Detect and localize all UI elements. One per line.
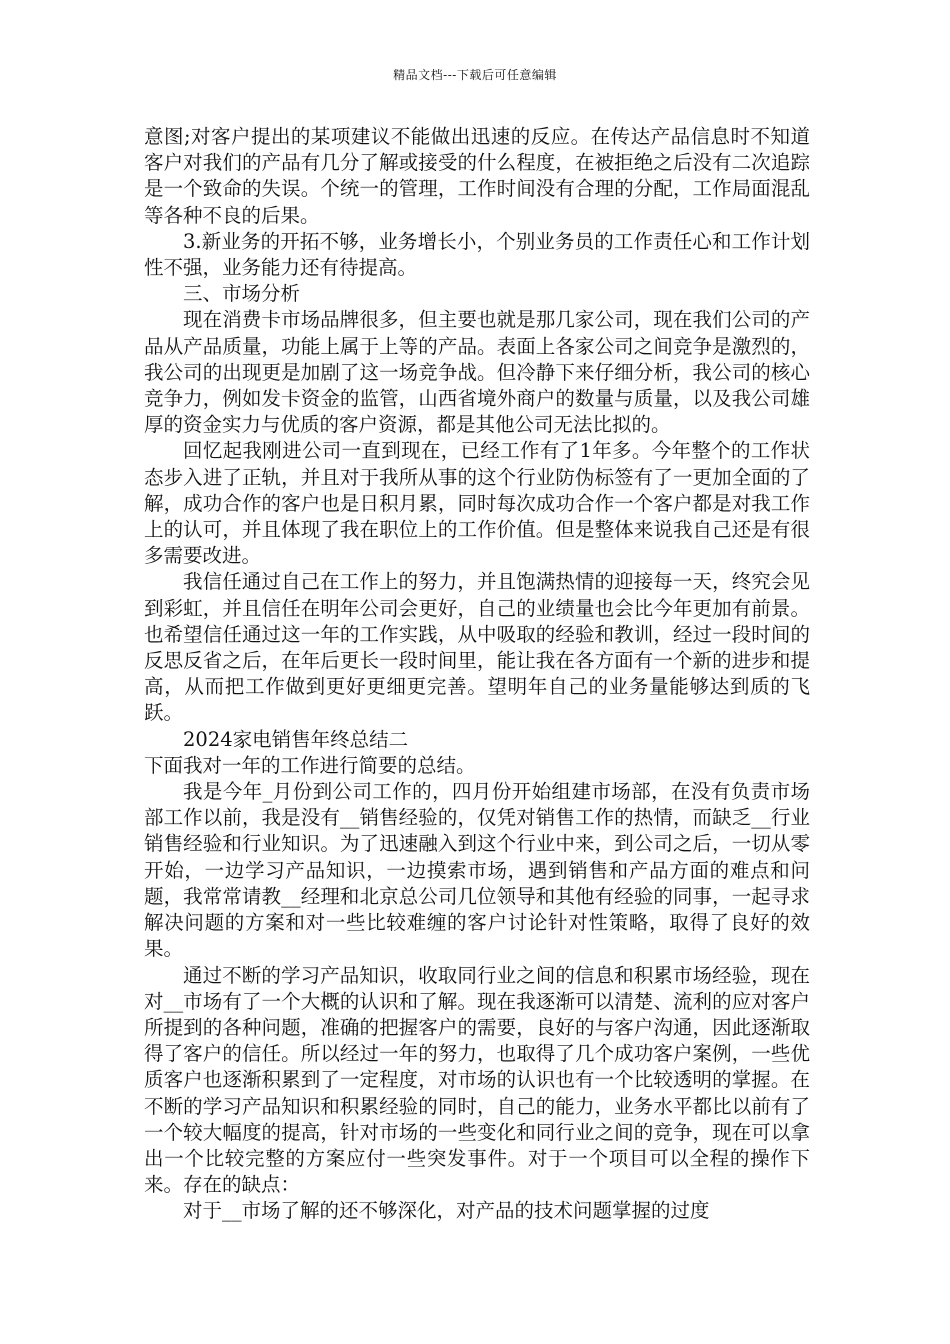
paragraph-new-business: 3.新业务的开拓不够，业务增长小，个别业务员的工作责任心和工作计划性不强，业务能力还有待提高。 (144, 229, 810, 280)
paragraph-market-analysis: 现在消费卡市场品牌很多，但主要也就是那几家公司，现在我们公司的产品从产品质量，功能上属于上等的产品。表面上各家公司之间竞争是激烈的，我公司的出现更是加剧了这一场竞争战。但冷静下来仔细分析，我公司的核心竞争力，例如发卡资金的监管，山西省境外商户的数量与质量，以及我公司雄厚的资金实力与优质的客户资源，都是其他公司无法比拟的。 (144, 308, 810, 437)
paragraph-shortcomings: 对于__市场了解的还不够深化，对产品的技术问题掌握的过度 (183, 1199, 710, 1223)
paragraph-recollection: 回忆起我刚进公司一直到现在，已经工作有了1年多。今年整个的工作状态步入进了正轨，并且对于我所从事的这个行业防伪标签有了一更加全面的了解，成功合作的客户也是日积月累，同时每次成功合作一个客户都是对我工作上的认可，并且体现了我在职位上的工作价值。但是整体来说我自己还是有很多需要改进。 (144, 439, 810, 568)
page-header: 精品文档---下载后可任意编辑 (393, 68, 557, 82)
section-heading-market-analysis: 三、市场分析 (183, 282, 301, 306)
paragraph-continuation: 意图;对客户提出的某项建议不能做出迅速的反应。在传达产品信息时不知道客户对我们的产品有几分了解或接受的什么程度，在被拒绝之后没有二次追踪是一个致命的失误。个统一的管理，工作时间没有合理的分配，工作局面混乱等各种不良的后果。 (144, 125, 810, 227)
paragraph-intro: 下面我对一年的工作进行简要的总结。 (144, 753, 476, 777)
paragraph-confidence: 我信任通过自己在工作上的努力，并且饱满热情的迎接每一天，终究会见到彩虹，并且信任在明年公司会更好，自己的业绩量也会比今年更加有前景。也希望信任通过这一年的工作实践，从中吸取的经验和教训，经过一段时间的反思反省之后，在年后更长一段时间里，能让我在各方面有一个新的进步和提高，从而把工作做到更好更细更完善。望明年自己的业务量能够达到质的飞跃。 (144, 570, 810, 725)
document-body (144, 124, 810, 1225)
paragraph-joining: 我是今年_月份到公司工作的，四月份开始组建市场部，在没有负责市场部工作以前，我是没有__销售经验的，仅凭对销售工作的热情，而缺乏__行业销售经验和行业知识。为了迅速融入到这个行业中来，到公司之后，一切从零开始，一边学习产品知识，一边摸索市场，遇到销售和产品方面的难点和问题，我常常请教__经理和北京总公司几位领导和其他有经验的同事，一起寻求解决问题的方案和对一些比较难缠的客户讨论针对性策略，取得了良好的效果。 (144, 780, 810, 961)
section-heading-summary-two: 2024家电销售年终总结二 (183, 727, 409, 751)
paragraph-learning: 通过不断的学习产品知识，收取同行业之间的信息和积累市场经验，现在对__市场有了一个大概的认识和了解。现在我逐渐可以清楚、流利的应对客户所提到的各种问题，准确的把握客户的需要，良好的与客户沟通，因此逐渐取得了客户的信任。所以经过一年的努力，也取得了几个成功客户案例，一些优质客户也逐渐积累到了一定程度，对市场的认识也有一个比较透明的掌握。在不断的学习产品知识和积累经验的同时，自己的能力，业务水平都比以前有了一个较大幅度的提高，针对市场的一些变化和同行业之间的竞争，现在可以拿出一个比较完整的方案应付一些突发事件。对于一个项目可以全程的操作下来。存在的缺点： (144, 963, 810, 1197)
